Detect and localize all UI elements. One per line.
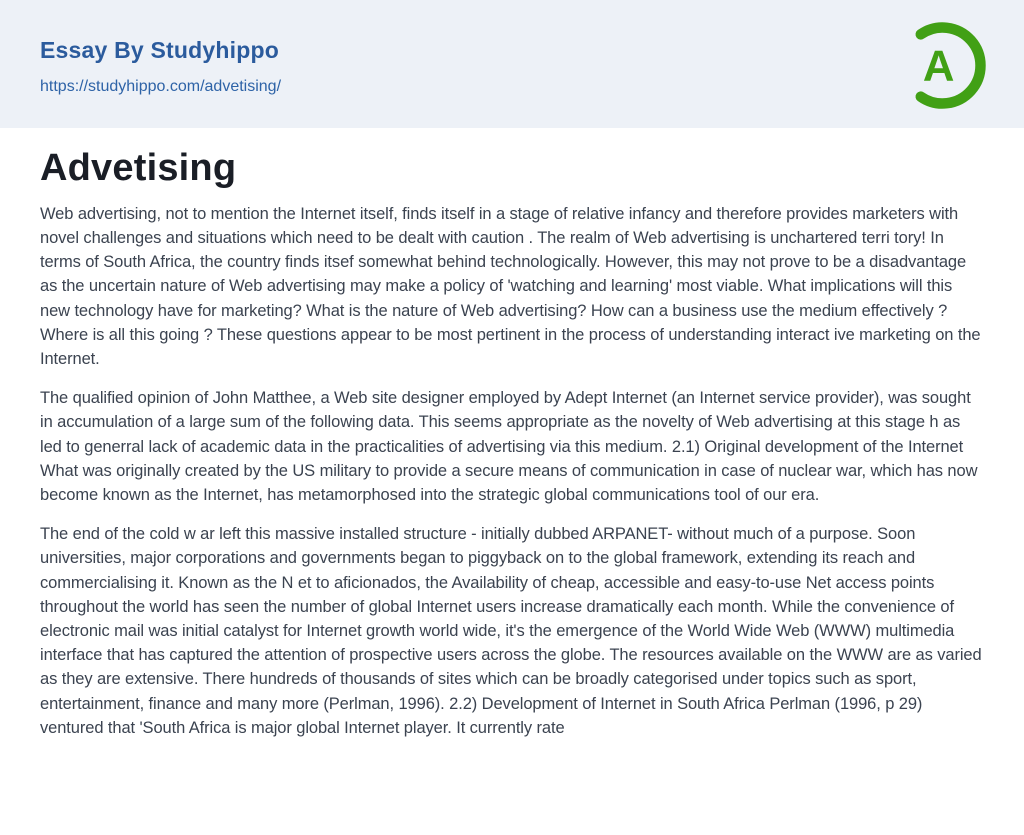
essay-paragraph-2: The qualified opinion of John Matthee, a Web site designer employed by Adept Internet (an Internet service provider), was sought in accumulation of a large sum of the following data. This seems appropriate as the novelty of Web advertising at this stage h as led to generral lack of academic data in the practicalities of advertising via this medium. 2.1) Original development of the Internet What was originally created by the US military to provide a secure means of communication in case of nuclear war, which has now become known as the Internet, has metamorphosed into the strategic global communications tool of our era. [40,389,978,505]
source-url-link[interactable]: https://studyhippo.com/advetising/ [40,77,282,95]
page-header [0,0,1024,128]
essay-paragraph-1: Web advertising, not to mention the Internet itself, finds itself in a stage of relative infancy and therefore provides marketers with novel challenges and situations which need to be dealt with caution . The realm of Web advertising is unchartered terri tory! In terms of South Africa, the country finds itsef somewhat behind technologically. However, this may not prove to be a disadvantage as the uncertain nature of Web advertising may make a policy of 'watching and learning' most viable. What implications will this new technology have for marketing? What is the nature of Web advertising? How can a business use the medium effectively ? Where is all this going ? These questions appear to be most pertinent in the process of understanding interact ive marketing on the Internet. [40,204,981,369]
essay-content [0,128,1024,740]
brand-title: Essay By Studyhippo [40,36,279,63]
studyhippo-logo [895,18,990,113]
essay-paragraph-3: The end of the cold w ar left this massive installed structure - initially dubbed ARPANET- without much of a purpose. Soon universities, major corporations and governments began to piggyback on to the global framework, extending its reach and commercialising it. Known as the N et to aficionados, the Availability of cheap, accessible and easy-to-use Net access points throughout the world has seen the number of global Internet users increase dramatically each month. While the convenience of electronic mail was initial catalyst for Internet growth world wide, it's the emergence of the World Wide Web (WWW) multimedia interface that has captured the attention of prospective users across the globe. The resources available on the WWW are as varied as they are extensive. There hundreds of thousands of sites which can be broadly categorised under topics such as sport, entertainment, finance and many more (Perlman, 1996). 2.2) Development of Internet in South Africa Perlman (1996, p 29) ventured that 'South Africa is major global Internet player. It currently rate [40,525,982,737]
essay-title: Advetising [40,147,237,189]
logo-arc-icon [895,18,990,113]
logo-letter: A [922,41,955,91]
header-text-block [40,33,281,96]
